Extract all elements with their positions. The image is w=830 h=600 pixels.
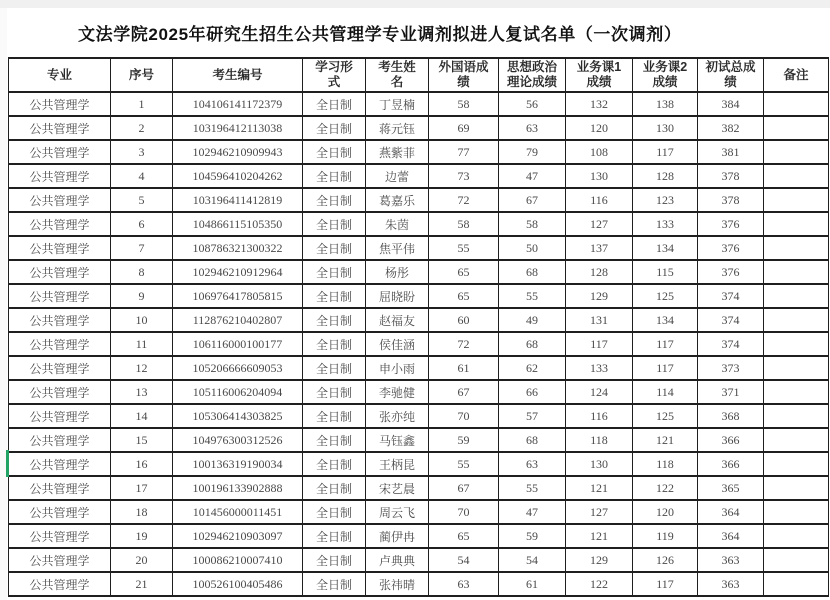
table-cell: 117 [633, 332, 698, 356]
table-cell: 117 [566, 332, 633, 356]
table-cell: 47 [499, 500, 566, 524]
table-cell: 376 [698, 260, 764, 284]
table-cell: 108 [566, 140, 633, 164]
table-cell: 卢典典 [366, 548, 429, 572]
table-cell: 366 [698, 428, 764, 452]
table-cell: 全日制 [303, 356, 366, 380]
table-cell: 11 [111, 332, 173, 356]
table-cell: 宋艺晨 [366, 476, 429, 500]
table-cell: 12 [111, 356, 173, 380]
table-cell: 374 [698, 332, 764, 356]
table-row [9, 164, 829, 188]
table-cell: 105116006204094 [173, 380, 303, 404]
table-cell: 121 [633, 428, 698, 452]
table-cell [764, 260, 829, 284]
table-cell [764, 332, 829, 356]
table-cell: 全日制 [303, 308, 366, 332]
table-cell [764, 428, 829, 452]
table-cell: 63 [499, 452, 566, 476]
table-cell: 102946210912964 [173, 260, 303, 284]
table-cell: 3 [111, 140, 173, 164]
table-row [9, 284, 829, 308]
table-cell: 119 [633, 524, 698, 548]
table-cell: 365 [698, 476, 764, 500]
table-cell [764, 500, 829, 524]
table-cell: 17 [111, 476, 173, 500]
column-header: 专业 [9, 58, 111, 92]
table-cell: 121 [566, 524, 633, 548]
table-cell: 公共管理学 [9, 476, 111, 500]
table-cell: 全日制 [303, 404, 366, 428]
table-cell: 129 [566, 284, 633, 308]
table-body [9, 92, 829, 596]
table-cell: 133 [566, 356, 633, 380]
table-row [9, 452, 829, 476]
table-cell: 117 [633, 140, 698, 164]
table-cell: 公共管理学 [9, 212, 111, 236]
table-cell: 57 [499, 404, 566, 428]
table-row [9, 548, 829, 572]
table-row [9, 308, 829, 332]
table-cell: 15 [111, 428, 173, 452]
table-cell: 全日制 [303, 428, 366, 452]
table-cell: 14 [111, 404, 173, 428]
table-cell: 1 [111, 92, 173, 116]
table-cell [764, 548, 829, 572]
table-cell: 18 [111, 500, 173, 524]
page-title: 文法学院2025年研究生招生公共管理学专业调剂拟进人复试名单（一次调剂） [78, 25, 682, 44]
table-cell: 全日制 [303, 212, 366, 236]
table-cell: 66 [499, 380, 566, 404]
table-cell: 4 [111, 164, 173, 188]
table-cell: 381 [698, 140, 764, 164]
column-header: 序号 [111, 58, 173, 92]
table-cell: 8 [111, 260, 173, 284]
table-cell: 105306414303825 [173, 404, 303, 428]
table-row [9, 332, 829, 356]
table-cell [764, 116, 829, 140]
table-cell: 114 [633, 380, 698, 404]
table-cell: 侯佳涵 [366, 332, 429, 356]
table-row [9, 524, 829, 548]
table-cell: 106116000100177 [173, 332, 303, 356]
table-cell: 63 [429, 572, 499, 596]
table-cell: 106976417805815 [173, 284, 303, 308]
table-cell: 公共管理学 [9, 404, 111, 428]
admission-list-table [8, 57, 829, 597]
table-cell: 127 [566, 212, 633, 236]
table-cell: 全日制 [303, 140, 366, 164]
table-cell [764, 236, 829, 260]
table-cell [764, 212, 829, 236]
table-cell: 67 [429, 380, 499, 404]
table-cell: 68 [499, 260, 566, 284]
table-cell: 104976300312526 [173, 428, 303, 452]
table-cell: 134 [633, 236, 698, 260]
table-cell: 130 [633, 116, 698, 140]
table-cell: 100136319190034 [173, 452, 303, 476]
table-cell: 公共管理学 [9, 140, 111, 164]
table-cell: 108786321300322 [173, 236, 303, 260]
table-cell: 全日制 [303, 92, 366, 116]
table-cell: 117 [633, 572, 698, 596]
column-header: 学习形式 [303, 58, 366, 92]
table-cell: 公共管理学 [9, 452, 111, 476]
table-cell: 125 [633, 404, 698, 428]
table-cell: 公共管理学 [9, 524, 111, 548]
table-cell: 61 [499, 572, 566, 596]
table-cell: 130 [566, 164, 633, 188]
table-cell: 128 [566, 260, 633, 284]
table-cell: 59 [499, 524, 566, 548]
table-cell: 133 [633, 212, 698, 236]
table-cell: 19 [111, 524, 173, 548]
table-cell: 49 [499, 308, 566, 332]
table-cell: 127 [566, 500, 633, 524]
table-cell: 7 [111, 236, 173, 260]
table-cell [764, 380, 829, 404]
table-cell: 焦平伟 [366, 236, 429, 260]
table-cell: 371 [698, 380, 764, 404]
table-cell: 363 [698, 572, 764, 596]
table-cell: 55 [429, 452, 499, 476]
table-row [9, 404, 829, 428]
table-cell: 123 [633, 188, 698, 212]
table-cell: 120 [633, 500, 698, 524]
table-cell: 73 [429, 164, 499, 188]
table-cell [764, 308, 829, 332]
table-cell: 5 [111, 188, 173, 212]
table-cell: 72 [429, 332, 499, 356]
table-cell: 公共管理学 [9, 260, 111, 284]
table-cell: 122 [633, 476, 698, 500]
table-cell: 公共管理学 [9, 92, 111, 116]
table-cell: 蒋元钰 [366, 116, 429, 140]
table-cell: 60 [429, 308, 499, 332]
table-cell: 公共管理学 [9, 428, 111, 452]
table-cell: 丁昱楠 [366, 92, 429, 116]
table-cell: 65 [429, 284, 499, 308]
table-cell: 70 [429, 404, 499, 428]
table-cell: 全日制 [303, 380, 366, 404]
table-cell: 68 [499, 332, 566, 356]
table-cell: 边蕾 [366, 164, 429, 188]
table-cell: 公共管理学 [9, 284, 111, 308]
table-cell: 全日制 [303, 284, 366, 308]
table-cell: 125 [633, 284, 698, 308]
table-cell: 公共管理学 [9, 164, 111, 188]
table-cell: 72 [429, 188, 499, 212]
table-cell: 364 [698, 524, 764, 548]
table-cell: 126 [633, 548, 698, 572]
table-cell: 384 [698, 92, 764, 116]
column-header: 外国语成绩 [429, 58, 499, 92]
column-header: 考生姓名 [366, 58, 429, 92]
table-cell: 62 [499, 356, 566, 380]
table-cell [764, 140, 829, 164]
table-cell: 全日制 [303, 476, 366, 500]
table-cell: 382 [698, 116, 764, 140]
table-cell: 376 [698, 212, 764, 236]
table-cell: 公共管理学 [9, 236, 111, 260]
table-cell: 公共管理学 [9, 332, 111, 356]
table-row [9, 380, 829, 404]
table-row [9, 500, 829, 524]
table-cell: 公共管理学 [9, 500, 111, 524]
table-cell: 全日制 [303, 116, 366, 140]
header-row [9, 58, 829, 92]
table-cell: 129 [566, 548, 633, 572]
table-cell [764, 164, 829, 188]
table-cell: 13 [111, 380, 173, 404]
table-cell: 120 [566, 116, 633, 140]
table-cell: 赵福友 [366, 308, 429, 332]
table-cell [764, 572, 829, 596]
table-cell: 103196411412819 [173, 188, 303, 212]
table-cell: 77 [429, 140, 499, 164]
table-cell: 全日制 [303, 548, 366, 572]
table-cell: 112876210402807 [173, 308, 303, 332]
table-cell: 100086210007410 [173, 548, 303, 572]
table-cell: 59 [429, 428, 499, 452]
table-cell: 366 [698, 452, 764, 476]
table-cell: 58 [429, 212, 499, 236]
table-cell: 54 [429, 548, 499, 572]
top-strip [0, 0, 830, 8]
table-cell: 20 [111, 548, 173, 572]
table-cell: 61 [429, 356, 499, 380]
table-cell: 全日制 [303, 164, 366, 188]
table-cell: 104596410204262 [173, 164, 303, 188]
table-cell [764, 188, 829, 212]
table-cell: 2 [111, 116, 173, 140]
table-cell: 118 [633, 452, 698, 476]
table-cell: 102946210909943 [173, 140, 303, 164]
table-cell: 蔺伊冉 [366, 524, 429, 548]
table-cell: 103196412113038 [173, 116, 303, 140]
table-cell: 70 [429, 500, 499, 524]
table-cell: 79 [499, 140, 566, 164]
table-cell: 130 [566, 452, 633, 476]
table-cell [764, 356, 829, 380]
table-cell: 55 [429, 236, 499, 260]
column-header: 业务课1成绩 [566, 58, 633, 92]
table-cell: 63 [499, 116, 566, 140]
table-cell: 58 [429, 92, 499, 116]
table-cell [764, 524, 829, 548]
table-cell: 申小雨 [366, 356, 429, 380]
table-cell: 65 [429, 260, 499, 284]
table-header [9, 58, 829, 92]
table-cell: 100196133902888 [173, 476, 303, 500]
table-cell: 47 [499, 164, 566, 188]
table-cell [764, 476, 829, 500]
table-cell: 9 [111, 284, 173, 308]
table-cell: 全日制 [303, 332, 366, 356]
table-cell: 128 [633, 164, 698, 188]
table-row [9, 356, 829, 380]
table-cell: 65 [429, 524, 499, 548]
table-cell: 10 [111, 308, 173, 332]
table-cell: 张祎晴 [366, 572, 429, 596]
table-cell: 104106141172379 [173, 92, 303, 116]
table-cell: 131 [566, 308, 633, 332]
table-cell: 374 [698, 284, 764, 308]
table-row [9, 428, 829, 452]
table-cell: 69 [429, 116, 499, 140]
table-cell: 58 [499, 212, 566, 236]
table-cell: 138 [633, 92, 698, 116]
table-cell: 葛嘉乐 [366, 188, 429, 212]
column-header: 考生编号 [173, 58, 303, 92]
table-cell: 马钰鑫 [366, 428, 429, 452]
table-cell: 公共管理学 [9, 572, 111, 596]
table-cell: 137 [566, 236, 633, 260]
column-header: 思想政治理论成绩 [499, 58, 566, 92]
table-cell: 21 [111, 572, 173, 596]
table-cell: 122 [566, 572, 633, 596]
table-cell: 杨彤 [366, 260, 429, 284]
table-cell: 全日制 [303, 236, 366, 260]
table-cell: 全日制 [303, 500, 366, 524]
table-cell: 378 [698, 188, 764, 212]
table-cell: 全日制 [303, 260, 366, 284]
table-row [9, 140, 829, 164]
table-cell: 116 [566, 404, 633, 428]
table-cell: 周云飞 [366, 500, 429, 524]
table-row [9, 236, 829, 260]
column-header: 业务课2成绩 [633, 58, 698, 92]
table-cell: 116 [566, 188, 633, 212]
table-cell: 134 [633, 308, 698, 332]
table-cell: 全日制 [303, 572, 366, 596]
table-row [9, 212, 829, 236]
table-cell: 54 [499, 548, 566, 572]
table-cell: 102946210903097 [173, 524, 303, 548]
table-cell: 100526100405486 [173, 572, 303, 596]
table-cell: 50 [499, 236, 566, 260]
table-cell [764, 404, 829, 428]
table-cell [764, 284, 829, 308]
table-row [9, 116, 829, 140]
table-cell: 378 [698, 164, 764, 188]
table-cell: 118 [566, 428, 633, 452]
table-cell: 6 [111, 212, 173, 236]
table-cell: 公共管理学 [9, 116, 111, 140]
table-cell: 朱茵 [366, 212, 429, 236]
table-cell: 121 [566, 476, 633, 500]
table-row [9, 92, 829, 116]
table-cell: 67 [499, 188, 566, 212]
table-cell: 104866115105350 [173, 212, 303, 236]
table-cell: 68 [499, 428, 566, 452]
table-cell: 李驰健 [366, 380, 429, 404]
table-cell: 王柄昆 [366, 452, 429, 476]
table-cell: 16 [111, 452, 173, 476]
table-cell: 张亦纯 [366, 404, 429, 428]
table-cell: 101456000011451 [173, 500, 303, 524]
table-cell: 132 [566, 92, 633, 116]
selection-indicator [6, 450, 9, 477]
table-cell: 公共管理学 [9, 380, 111, 404]
table-cell: 376 [698, 236, 764, 260]
table-cell: 公共管理学 [9, 308, 111, 332]
table-cell [764, 92, 829, 116]
table-cell: 374 [698, 308, 764, 332]
table-cell: 燕紫菲 [366, 140, 429, 164]
table-row [9, 188, 829, 212]
table-cell: 115 [633, 260, 698, 284]
table-cell: 368 [698, 404, 764, 428]
table-row [9, 572, 829, 596]
table-cell: 全日制 [303, 524, 366, 548]
table-cell: 105206666609053 [173, 356, 303, 380]
table-cell: 117 [633, 356, 698, 380]
table-cell: 55 [499, 284, 566, 308]
table-cell: 屈晓盼 [366, 284, 429, 308]
column-header: 初试总成绩 [698, 58, 764, 92]
table-row [9, 260, 829, 284]
table-cell: 364 [698, 500, 764, 524]
table-cell: 67 [429, 476, 499, 500]
table-row [9, 476, 829, 500]
table-cell: 363 [698, 548, 764, 572]
table-cell: 124 [566, 380, 633, 404]
table-cell: 56 [499, 92, 566, 116]
left-strip [0, 8, 7, 600]
table-cell: 55 [499, 476, 566, 500]
table-cell: 公共管理学 [9, 548, 111, 572]
table-cell: 全日制 [303, 452, 366, 476]
table-cell: 全日制 [303, 188, 366, 212]
table-cell: 公共管理学 [9, 188, 111, 212]
table-cell: 公共管理学 [9, 356, 111, 380]
table-cell [764, 452, 829, 476]
column-header: 备注 [764, 58, 829, 92]
table-cell: 373 [698, 356, 764, 380]
